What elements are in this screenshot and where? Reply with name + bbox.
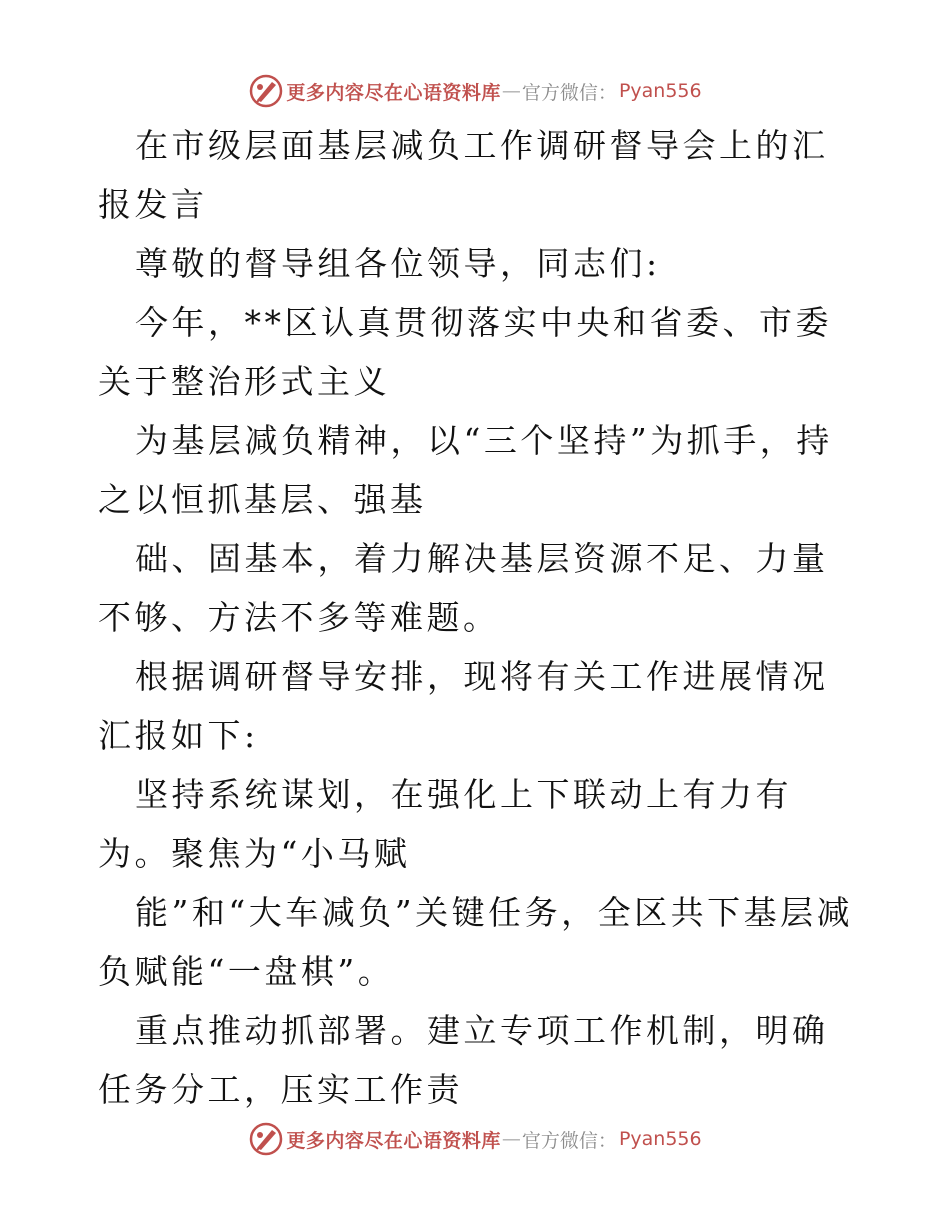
footer-watermark: [0, 1119, 950, 1159]
quill-pen-logo-icon: [248, 1121, 284, 1157]
body-paragraph: 能”和“大车减负”关键任务，全区共下基层减负赋能“一盘棋”。: [98, 893, 854, 991]
body-paragraph: 坚持系统谋划，在强化上下联动上有力有为。聚焦为“小马赋: [98, 775, 792, 873]
watermark-main-text: 更多内容尽在心语资料库: [286, 81, 501, 104]
document-body: [98, 116, 856, 1119]
quill-pen-logo-icon: [248, 73, 284, 109]
watermark-wechat-label: 官方微信：: [521, 81, 617, 104]
document-title: 在市级层面基层减负工作调研督导会上的汇报发言: [98, 126, 829, 224]
body-paragraph: 重点推动抓部署。建立专项工作机制，明确任务分工，压实工作责: [98, 1011, 829, 1109]
watermark-separator: —: [501, 1128, 521, 1150]
salutation: 尊敬的督导组各位领导，同志们:: [135, 244, 661, 283]
body-paragraph: 础、固基本，着力解决基层资源不足、力量不够、方法不多等难题。: [98, 539, 829, 637]
watermark-wechat-label: 官方微信：: [521, 1129, 617, 1152]
header-watermark: [0, 71, 950, 111]
body-paragraph: 今年，**区认真贯彻落实中央和省委、市委关于整治形式主义: [98, 303, 832, 401]
watermark-separator: —: [501, 80, 521, 102]
watermark-wechat-id: Pyan556: [618, 1128, 702, 1150]
body-paragraph: 为基层减负精神，以“三个坚持”为抓手，持之以恒抓基层、强基: [98, 421, 833, 519]
watermark-wechat-id: Pyan556: [618, 80, 702, 102]
body-paragraph: 根据调研督导安排，现将有关工作进展情况汇报如下:: [98, 657, 829, 755]
watermark-main-text: 更多内容尽在心语资料库: [286, 1129, 501, 1152]
